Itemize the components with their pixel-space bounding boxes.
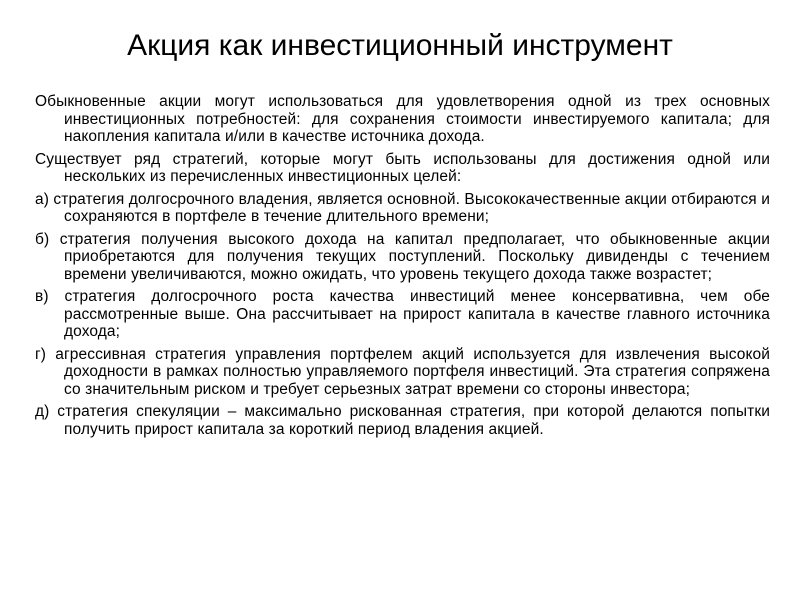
paragraph-strategy-b: б) стратегия получения высокого дохода на капитал предполагает, что обыкновенные акции приобретаются для получения текущих поступлений. Поскольку дивиденды с течением времени увеличиваются, можно ожидать, что уровень текущего дохода также возрастет; — [35, 230, 770, 283]
paragraph-strategy-c: в) стратегия долгосрочного роста качества инвестиций менее консервативна, чем обе рассмотренные выше. Она рассчитывает на прирост капитала в качестве главного источника дохода; — [35, 288, 770, 340]
paragraph-strategy-a: а) стратегия долгосрочного владения, является основной. Высококачественные акции отбираются и сохраняются в портфеле в течение длительного времени; — [35, 190, 770, 225]
slide-title: Акция как инвестиционный инструмент — [127, 29, 673, 62]
paragraph-strategy-d: г) агрессивная стратегия управления портфелем акций используется для извлечения высокой доходности в рамках полностью управляемого портфеля инвестиций. Эта стратегия сопряжена со значительным риском и требует серьезных затрат времени со стороны инвестора; — [35, 345, 770, 398]
slide-body — [35, 93, 770, 443]
paragraph-strategy-e: д) стратегия спекуляции – максимально рискованная стратегия, при которой делаются попытки получить прирост капитала за короткий период владения акцией. — [35, 403, 770, 438]
paragraph-strategies-intro: Существует ряд стратегий, которые могут быть использованы для достижения одной или нескольких из перечисленных инвестиционных целей: — [35, 150, 770, 185]
paragraph-intro: Обыкновенные акции могут использоваться для удовлетворения одной из трех основных инвестиционных потребностей: для сохранения стоимости инвестируемого капитала; для накопления капитала и/или в качестве источника дохода. — [35, 93, 770, 145]
